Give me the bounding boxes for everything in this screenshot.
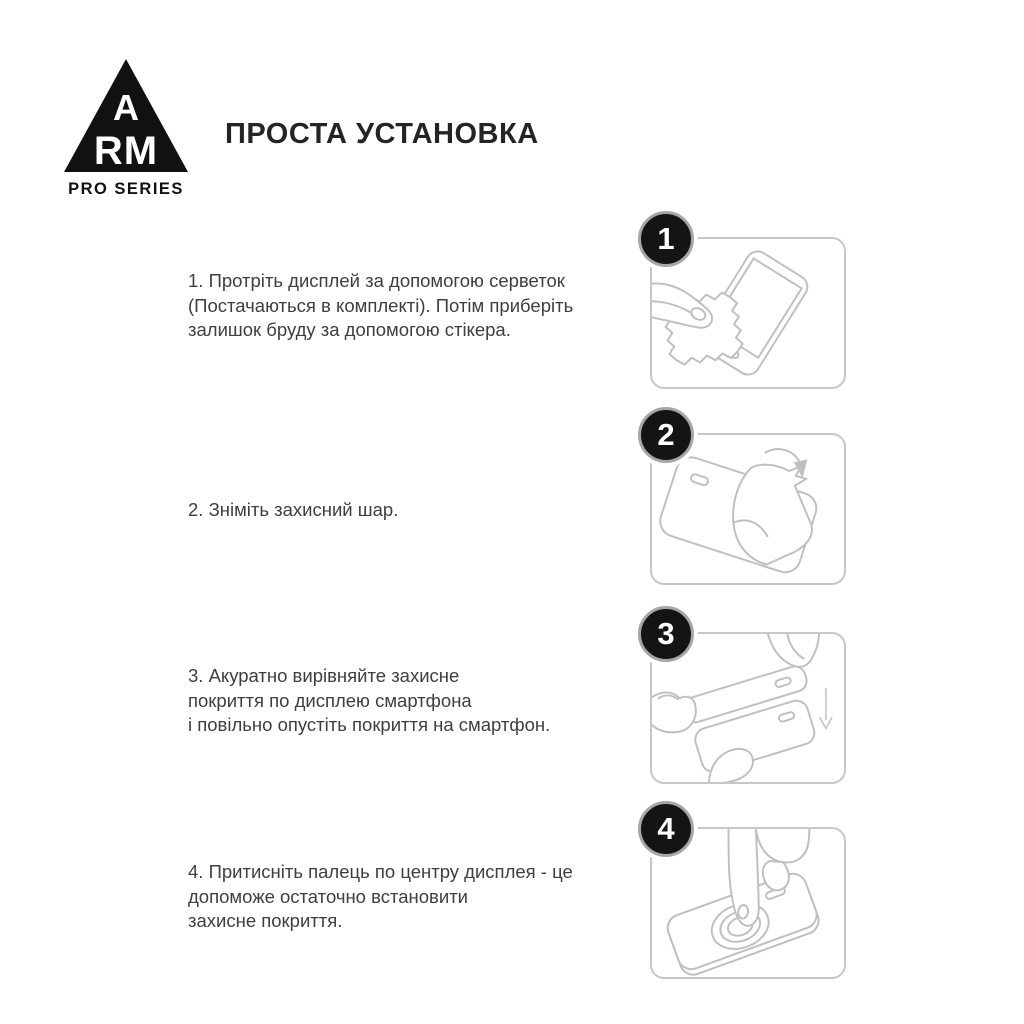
step-4-line-1: 4. Притисніть палець по центру дисплея - це — [188, 861, 573, 882]
step-1-illustration-box — [650, 221, 846, 389]
logo-letter-a: A — [113, 87, 139, 128]
step-3-line-1: 3. Акуратно вирівняйте захисне — [188, 665, 460, 686]
logo-subtitle: PRO SERIES — [68, 180, 184, 198]
step-2-text — [188, 498, 668, 523]
step-3-number-badge — [638, 606, 694, 662]
arm-pro-series-logo — [61, 56, 191, 198]
step-2-line-1: 2. Зніміть захисний шар. — [188, 499, 399, 520]
step-3-text — [188, 664, 668, 738]
step-1-number: 1 — [657, 221, 675, 256]
hand-icon — [652, 283, 712, 327]
step-3-illustration-box — [650, 616, 846, 784]
step-2-number-badge — [638, 407, 694, 463]
page-title: ПРОСТА УСТАНОВКА — [225, 118, 539, 150]
step-4-number: 4 — [657, 811, 675, 846]
step-1-line-1: 1. Протріть дисплей за допомогою серветок — [188, 270, 565, 291]
step-3-number: 3 — [657, 616, 675, 651]
step-2-number: 2 — [657, 417, 675, 452]
step-4-line-3: захисне покриття. — [188, 910, 343, 931]
step-4-illustration-box — [650, 811, 846, 979]
protective-film-icon — [733, 465, 812, 565]
step-4-text — [188, 860, 668, 934]
step-2-illustration-box — [650, 417, 846, 585]
logo-letters-rm: RM — [93, 129, 159, 173]
step-4-line-2: допоможе остаточно встановити — [188, 885, 469, 907]
step-3-line-2: покриття по дисплею смартфона — [188, 689, 472, 711]
left-hand-icon — [652, 692, 696, 732]
right-hand-icon — [767, 634, 819, 667]
step-1-text — [188, 269, 668, 343]
step-1-line-3: залишок бруду за допомогою стікера. — [188, 319, 511, 340]
step-3-line-3: і повільно опустіть покриття на смартфон. — [188, 714, 551, 735]
step-1-line-2: (Постачаються в комплекті). Потім приберіть — [188, 294, 574, 316]
step-1-number-badge — [638, 211, 694, 267]
down-arrow-icon — [820, 689, 832, 729]
step-4-number-badge — [638, 801, 694, 857]
